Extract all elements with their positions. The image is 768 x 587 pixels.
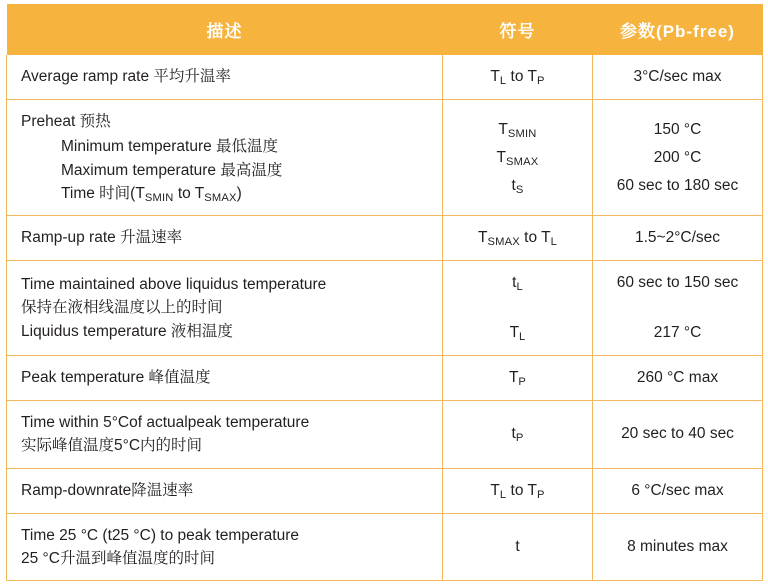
column-header-parameter: 参数(Pb-free) bbox=[593, 4, 763, 55]
liquidus-temp-label: Liquidus temperature 液相温度 bbox=[21, 322, 233, 340]
cell-symbol: $T_{SMAX}$ to $T_L$ bbox=[443, 216, 593, 261]
cell-parameter: 6 °C/sec max bbox=[593, 468, 763, 513]
peak-window-label-en: Time within 5°Cof actualpeak temperature bbox=[21, 414, 310, 432]
cell-parameter: 20 sec to 40 sec bbox=[593, 401, 763, 469]
cell-symbol: $T_L$ to $T_P$ bbox=[443, 468, 593, 513]
preheat-heading: Preheat 预热 bbox=[21, 113, 111, 131]
cell-symbol bbox=[443, 100, 593, 216]
reflow-profile-table bbox=[6, 4, 763, 581]
cell-symbol: $T_P$ bbox=[443, 356, 593, 401]
parameter-liquidus-temp: 217 °C bbox=[653, 324, 702, 342]
table-row bbox=[7, 468, 763, 513]
symbol-tsmax: $T_{SMAX}$ bbox=[496, 148, 539, 168]
cell-parameter: 8 minutes max bbox=[593, 513, 763, 581]
parameter-tsmax: 200 °C bbox=[653, 148, 702, 166]
preheat-min-label: Minimum temperature 最低温度 bbox=[61, 138, 279, 156]
table-body bbox=[7, 55, 763, 581]
preheat-time-label: Time 时间($T_{SMIN}$ to $T_{SMAX}$) bbox=[61, 184, 242, 204]
cell-symbol bbox=[443, 261, 593, 356]
parameter-tsmin: 150 °C bbox=[653, 120, 702, 138]
table-row bbox=[7, 100, 763, 216]
cell-parameter: 3°C/sec max bbox=[593, 55, 763, 100]
symbol-tl-upper: $T_L$ bbox=[509, 324, 526, 344]
symbol-ts: $t_S$ bbox=[511, 177, 524, 197]
column-header-symbol: 符号 bbox=[443, 4, 593, 55]
table-row bbox=[7, 216, 763, 261]
parameter-ts: 60 sec to 180 sec bbox=[616, 177, 739, 195]
symbol-tl-lower: $t_L$ bbox=[512, 274, 523, 294]
table-row bbox=[7, 55, 763, 100]
cell-description bbox=[7, 513, 443, 581]
table-row bbox=[7, 261, 763, 356]
table-row bbox=[7, 356, 763, 401]
total-time-label-en: Time 25 °C (t25 °C) to peak temperature bbox=[21, 526, 300, 544]
symbol-tsmin: $T_{SMIN}$ bbox=[498, 120, 537, 140]
table-header bbox=[7, 4, 763, 55]
preheat-max-label: Maximum temperature 最高温度 bbox=[61, 161, 283, 179]
parameter-liquidus-time: 60 sec to 150 sec bbox=[616, 274, 739, 292]
cell-parameter: 1.5~2°C/sec bbox=[593, 216, 763, 261]
cell-symbol: t bbox=[443, 513, 593, 581]
cell-description bbox=[7, 100, 443, 216]
cell-description bbox=[7, 261, 443, 356]
cell-parameter bbox=[593, 100, 763, 216]
table-header-row bbox=[7, 4, 763, 55]
table-row bbox=[7, 401, 763, 469]
cell-description: Ramp-up rate 升温速率 bbox=[7, 216, 443, 261]
column-header-description: 描述 bbox=[7, 4, 443, 55]
liquidus-time-label-en: Time maintained above liquidus temperature bbox=[21, 276, 327, 294]
liquidus-time-label-cn: 保持在液相线温度以上的时间 bbox=[21, 299, 223, 317]
cell-parameter bbox=[593, 261, 763, 356]
cell-description: Peak temperature 峰值温度 bbox=[7, 356, 443, 401]
table-row bbox=[7, 513, 763, 581]
cell-symbol: $T_L$ to $T_P$ bbox=[443, 55, 593, 100]
cell-symbol: $t_P$ bbox=[443, 401, 593, 469]
cell-description: Ramp-downrate降温速率 bbox=[7, 468, 443, 513]
cell-description bbox=[7, 401, 443, 469]
total-time-label-cn: 25 °C升温到峰值温度的时间 bbox=[21, 549, 215, 567]
peak-window-label-cn: 实际峰值温度5°C内的时间 bbox=[21, 437, 203, 455]
cell-parameter: 260 °C max bbox=[593, 356, 763, 401]
cell-description: Average ramp rate 平均升温率 bbox=[7, 55, 443, 100]
